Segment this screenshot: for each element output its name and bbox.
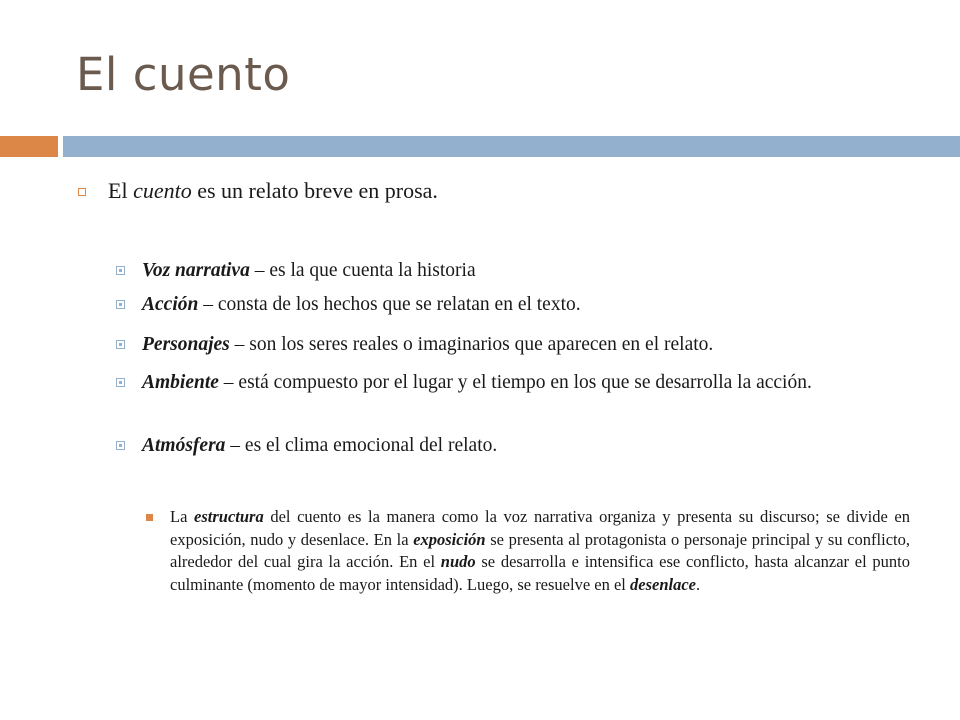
list-item — [116, 292, 896, 317]
list-item-definition: – es el clima emocional del relato. — [225, 435, 498, 456]
square-bullet-icon — [116, 266, 125, 275]
structure-keyword: nudo — [440, 552, 476, 571]
list-item-text — [142, 433, 896, 458]
structure-paragraph — [146, 506, 910, 596]
list-item — [116, 433, 896, 458]
intro-text-pre: El — [108, 178, 134, 203]
square-bullet-icon — [116, 378, 125, 387]
list-item-term: Ambiente — [142, 372, 219, 393]
intro-term: cuento — [133, 178, 192, 203]
filled-square-bullet-icon — [146, 514, 153, 521]
intro-text — [108, 176, 918, 206]
list-item-definition: – son los seres reales o imaginarios que aparecen en el relato. — [229, 334, 714, 355]
structure-keyword: desenlace — [630, 574, 697, 594]
slide-title: El cuento — [76, 48, 291, 101]
structure-keyword: exposición — [413, 529, 486, 549]
list-item-text — [142, 258, 896, 283]
list-item-text — [142, 292, 896, 317]
list-item-term: Personajes — [142, 334, 230, 355]
title-divider-bar — [63, 136, 960, 157]
list-item-text — [142, 332, 896, 357]
structure-text-part: . — [696, 574, 701, 594]
structure-text-part: se presenta al protagonista o personaje principal y su conflicto, alrededor del cual gira la acción. En el — [170, 529, 910, 571]
title-accent-bar — [0, 136, 58, 157]
intro-bullet — [78, 176, 918, 206]
list-item-text — [142, 370, 896, 395]
structure-text-part: La — [170, 507, 195, 526]
list-item — [116, 332, 896, 357]
list-item-definition: – está compuesto por el lugar y el tiempo en los que se desarrolla la acción. — [218, 372, 812, 393]
list-item-term: Acción — [142, 294, 199, 315]
structure-keyword: estructura — [194, 507, 264, 526]
square-bullet-icon — [116, 441, 125, 450]
intro-text-post: es un relato breve en prosa. — [191, 178, 438, 203]
list-item-term: Atmósfera — [142, 435, 226, 456]
list-item — [116, 258, 896, 283]
hollow-square-bullet-icon — [78, 188, 86, 196]
structure-text-part: del cuento es la manera como la voz narrativa organiza y presenta su discurso; se divide en exposición, nudo y desenlace. En la — [170, 507, 910, 549]
list-item — [116, 370, 896, 395]
square-bullet-icon — [116, 340, 125, 349]
list-item-definition: – consta de los hechos que se relatan en el texto. — [198, 294, 581, 315]
structure-text-part: se desarrolla e intensifica ese conflicto, hasta alcanzar el punto culminante (momento de mayor intensidad). Luego, se resuelve en el — [170, 552, 910, 594]
list-item-term: Voz narrativa — [142, 260, 250, 281]
square-bullet-icon — [116, 300, 125, 309]
structure-text — [170, 506, 910, 596]
list-item-definition: – es la que cuenta la historia — [249, 260, 476, 281]
